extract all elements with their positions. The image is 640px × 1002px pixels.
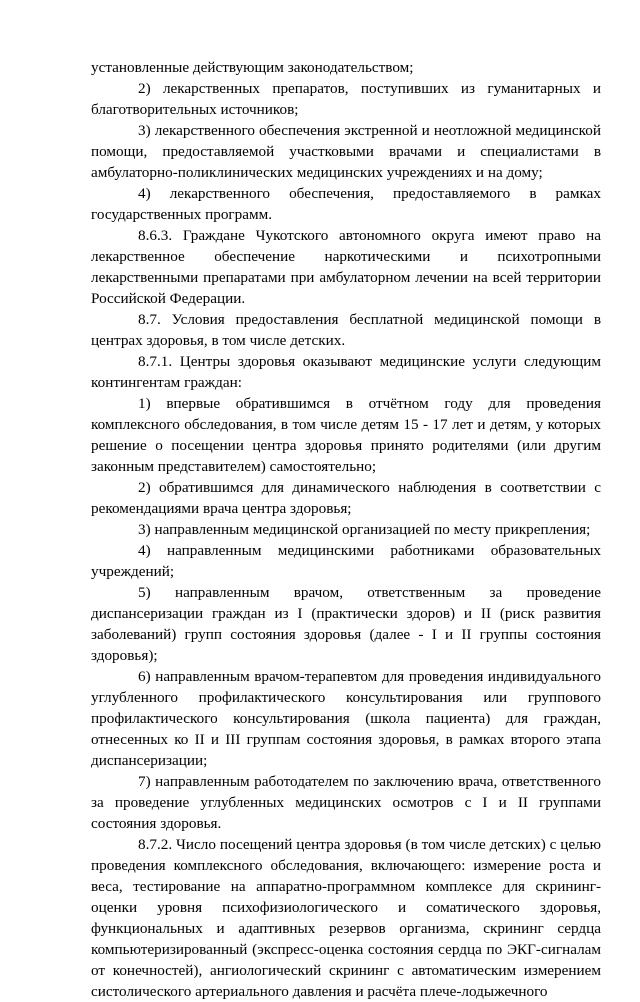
- paragraph-item-3: 3) лекарственного обеспечения экстренной и неотложной медицинской помощи, предоставляемой участковыми врачами и специалистами в амбулаторно-поликлинических медицинских учреждениях и на дому;: [91, 122, 601, 181]
- paragraph-8-6-3: 8.6.3. Граждане Чукотского автономного округа имеют право на лекарственное обеспечение наркотическими и психотропными лекарственными препаратами при амбулаторном лечении на всей территории Российской Федерации.: [91, 227, 601, 307]
- paragraph-8-7-1: 8.7.1. Центры здоровья оказывают медицинские услуги следующим контингентам граждан:: [91, 353, 601, 391]
- paragraph-continuation: установленные действующим законодательством;: [91, 59, 414, 76]
- paragraph-contingent-3: 3) направленным медицинской организацией по месту прикрепления;: [138, 521, 591, 538]
- paragraph-item-2: 2) лекарственных препаратов, поступивших из гуманитарных и благотворительных источников;: [91, 80, 601, 118]
- paragraph-contingent-6: 6) направленным врачом-терапевтом для проведения индивидуального углубленного профилактического консультирования или группового профилактического консультирования (школа пациента) для граждан, отнесенных ко II и III группам состояния здоровья, в рамках второго этапа диспансеризации;: [91, 668, 601, 769]
- document-page: [91, 57, 601, 1002]
- paragraph-contingent-1: 1) впервые обратившимся в отчётном году для проведения комплексного обследования, в том числе детям 15 - 17 лет и детям, у которых решение о посещении центра здоровья принято родителями (или другим законным представителем) самостоятельно;: [91, 395, 601, 475]
- paragraph-contingent-7: 7) направленным работодателем по заключению врача, ответственного за проведение углубленных медицинских осмотров с I и II группами состояния здоровья.: [91, 773, 601, 832]
- paragraph-8-7: 8.7. Условия предоставления бесплатной медицинской помощи в центрах здоровья, в том числе детских.: [91, 311, 601, 349]
- paragraph-8-7-2: 8.7.2. Число посещений центра здоровья (в том числе детских) с целью проведения комплексного обследования, включающего: измерение роста и веса, тестирование на аппаратно-программном комплексе для скрининг-оценки уровня психофизиологического и соматического здоровья, функциональных и адаптивных резервов организма, скрининг сердца компьютеризированный (экспресс-оценка состояния сердца по ЭКГ-сигналам от конечностей), ангиологический скрининг с автоматическим измерением систолического артериального давления и расчёта плече-лодыжечного: [91, 836, 601, 1000]
- paragraph-contingent-4: 4) направленным медицинскими работниками образовательных учреждений;: [91, 542, 601, 580]
- paragraph-contingent-5: 5) направленным врачом, ответственным за проведение диспансеризации граждан из I (практически здоров) и II (риск развития заболеваний) групп состояния здоровья (далее - I и II группы состояния здоровья);: [91, 584, 601, 664]
- paragraph-item-4: 4) лекарственного обеспечения, предоставляемого в рамках государственных программ.: [91, 185, 601, 223]
- paragraph-contingent-2: 2) обратившимся для динамического наблюдения в соответствии с рекомендациями врача центра здоровья;: [91, 479, 601, 517]
